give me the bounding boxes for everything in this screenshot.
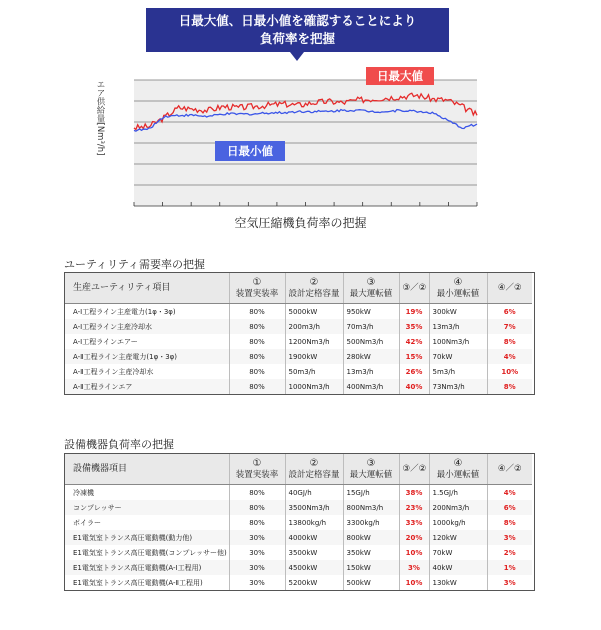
row-item-name: コンプレッサー [65, 500, 229, 515]
table-row [65, 545, 532, 560]
row-max-value: 15GJ/h [343, 485, 399, 501]
row-max-ratio: 42% [399, 334, 429, 349]
row-design-capacity: 1200Nm3/h [285, 334, 343, 349]
header-col2: ② 設計定格容量 [285, 273, 343, 304]
row-max-value: 350kW [343, 545, 399, 560]
row-max-value: 13m3/h [343, 364, 399, 379]
row-max-value: 950kW [343, 304, 399, 320]
row-min-ratio: 2% [487, 545, 532, 560]
header-col2: ② 設計定格容量 [285, 454, 343, 485]
row-item-name: E1電気室トランス高圧電動機(動力他) [65, 530, 229, 545]
row-min-value: 70kW [429, 349, 487, 364]
table-row [65, 560, 532, 575]
row-max-ratio: 15% [399, 349, 429, 364]
row-max-value: 400Nm3/h [343, 379, 399, 394]
row-implementation-rate: 80% [229, 500, 285, 515]
row-implementation-rate: 80% [229, 319, 285, 334]
table-row [65, 319, 532, 334]
row-min-ratio: 8% [487, 379, 532, 394]
row-min-value: 13m3/h [429, 319, 487, 334]
header-col3: ③ 最大運転値 [343, 454, 399, 485]
row-max-ratio: 40% [399, 379, 429, 394]
row-item-name: A-Ⅱ工程ライン主産冷却水 [73, 367, 154, 376]
header-col1: ① 装置実装率 [229, 454, 285, 485]
row-max-ratio: 20% [399, 530, 429, 545]
table-row [65, 575, 532, 590]
header-name: 設備機器項目 [65, 454, 229, 485]
table-row [65, 530, 532, 545]
equipment-table [64, 453, 535, 591]
row-min-value: 40kW [429, 560, 487, 575]
row-min-value: 130kW [429, 575, 487, 590]
row-item-name: E1電気室トランス高圧電動機(コンプレッサー他) [73, 548, 227, 557]
row-implementation-rate: 80% [229, 364, 285, 379]
row-item-name: E1電気室トランス高圧電動機(A-Ⅰ工程用) [65, 560, 229, 575]
header-col1: ① 装置実装率 [229, 273, 285, 304]
row-max-value: 70m3/h [343, 319, 399, 334]
row-implementation-rate: 80% [229, 304, 285, 320]
row-min-ratio: 6% [487, 500, 532, 515]
utility-table [64, 272, 535, 395]
row-min-value: 73Nm3/h [429, 379, 487, 394]
row-item-name: 冷凍機 [73, 488, 94, 497]
row-design-capacity: 200m3/h [285, 319, 343, 334]
load-chart [0, 0, 601, 215]
row-implementation-rate: 30% [229, 530, 285, 545]
row-max-ratio: 10% [399, 545, 429, 560]
row-item-name: A-Ⅱ工程ライン主産電力(1φ・3φ) [65, 349, 229, 364]
table-row [65, 304, 532, 320]
utility-section-title: ユーティリティ需要率の把握 [64, 258, 206, 271]
table-row [65, 379, 532, 394]
header-col4: ③／② [399, 454, 429, 485]
row-design-capacity: 5200kW [285, 575, 343, 590]
row-max-value: 280kW [343, 349, 399, 364]
row-implementation-rate: 30% [229, 560, 285, 575]
header-name: 生産ユーティリティ項目 [65, 273, 229, 304]
banner-line-2: 負荷率を把握 [259, 31, 335, 46]
row-min-value: 100Nm3/h [429, 334, 487, 349]
equipment-section-title: 設備機器負荷率の把握 [64, 438, 174, 451]
chart-y-axis-label: エア供給量[Nm³/h] [95, 80, 105, 156]
row-max-value: 800kW [343, 530, 399, 545]
row-design-capacity: 40GJ/h [285, 485, 343, 501]
row-max-ratio: 26% [399, 364, 429, 379]
row-item-name: A-Ⅰ工程ライン主産電力(1φ・3φ) [73, 307, 176, 316]
row-item-name: A-Ⅰ工程ライン主産冷却水 [65, 319, 229, 334]
row-min-value: 1.5GJ/h [429, 485, 487, 501]
header-col5: ④ 最小運転値 [429, 454, 487, 485]
row-min-value: 1000kg/h [429, 515, 487, 530]
table-row [65, 349, 532, 364]
row-item-name: ボイラー [73, 518, 101, 527]
row-design-capacity: 4500kW [285, 560, 343, 575]
table-row [65, 334, 532, 349]
row-max-ratio: 35% [399, 319, 429, 334]
row-min-value: 70kW [429, 545, 487, 560]
row-max-value: 3300kg/h [343, 515, 399, 530]
row-max-ratio: 19% [399, 304, 429, 320]
row-design-capacity: 3500Nm3/h [285, 500, 343, 515]
row-design-capacity: 50m3/h [285, 364, 343, 379]
row-implementation-rate: 80% [229, 349, 285, 364]
table-row [65, 500, 532, 515]
row-implementation-rate: 30% [229, 575, 285, 590]
row-max-value: 150kW [343, 560, 399, 575]
row-max-ratio: 10% [399, 575, 429, 590]
row-max-ratio: 38% [399, 485, 429, 501]
header-col6: ④／② [487, 273, 532, 304]
row-min-ratio: 4% [487, 349, 532, 364]
row-min-value: 120kW [429, 530, 487, 545]
row-max-value: 500kW [343, 575, 399, 590]
row-min-ratio: 10% [487, 364, 532, 379]
chart-title: 空気圧縮機負荷率の把握 [234, 216, 367, 230]
header-col4: ③／② [399, 273, 429, 304]
row-item-name: A-Ⅰ工程ラインエアー [73, 337, 138, 346]
header-col3: ③ 最大運転値 [343, 273, 399, 304]
row-max-value: 500Nm3/h [343, 334, 399, 349]
row-min-ratio: 7% [487, 319, 532, 334]
row-item-name: A-Ⅱ工程ラインエア [65, 379, 229, 394]
row-design-capacity: 5000kW [285, 304, 343, 320]
row-max-ratio: 23% [399, 500, 429, 515]
header-col6: ④／② [487, 454, 532, 485]
row-design-capacity: 1000Nm3/h [285, 379, 343, 394]
row-min-value: 5m3/h [429, 364, 487, 379]
table-row [65, 515, 532, 530]
equipment-table-header [65, 454, 532, 485]
row-min-value: 200Nm3/h [429, 500, 487, 515]
row-implementation-rate: 80% [229, 334, 285, 349]
row-min-ratio: 6% [487, 304, 532, 320]
utility-table-header [65, 273, 532, 304]
row-design-capacity: 3500kW [285, 545, 343, 560]
row-design-capacity: 4000kW [285, 530, 343, 545]
row-design-capacity: 1900kW [285, 349, 343, 364]
row-implementation-rate: 80% [229, 485, 285, 501]
table-row [65, 364, 532, 379]
row-min-ratio: 8% [487, 515, 532, 530]
row-item-name: E1電気室トランス高圧電動機(A-Ⅱ工程用) [73, 578, 203, 587]
row-design-capacity: 13800kg/h [285, 515, 343, 530]
min-series-label: 日最小値 [215, 141, 285, 161]
banner-line-1: 日最大値、日最小値を確認することにより [178, 13, 417, 28]
table-row [65, 485, 532, 501]
max-series-label: 日最大値 [366, 67, 434, 85]
row-min-ratio: 4% [487, 485, 532, 501]
row-min-ratio: 3% [487, 575, 532, 590]
row-implementation-rate: 80% [229, 379, 285, 394]
row-max-value: 800Nm3/h [343, 500, 399, 515]
row-min-ratio: 3% [487, 530, 532, 545]
row-max-ratio: 3% [399, 560, 429, 575]
row-max-ratio: 33% [399, 515, 429, 530]
row-min-ratio: 8% [487, 334, 532, 349]
row-implementation-rate: 30% [229, 545, 285, 560]
row-min-ratio: 1% [487, 560, 532, 575]
row-implementation-rate: 80% [229, 515, 285, 530]
header-col5: ④ 最小運転値 [429, 273, 487, 304]
row-min-value: 300kW [429, 304, 487, 320]
